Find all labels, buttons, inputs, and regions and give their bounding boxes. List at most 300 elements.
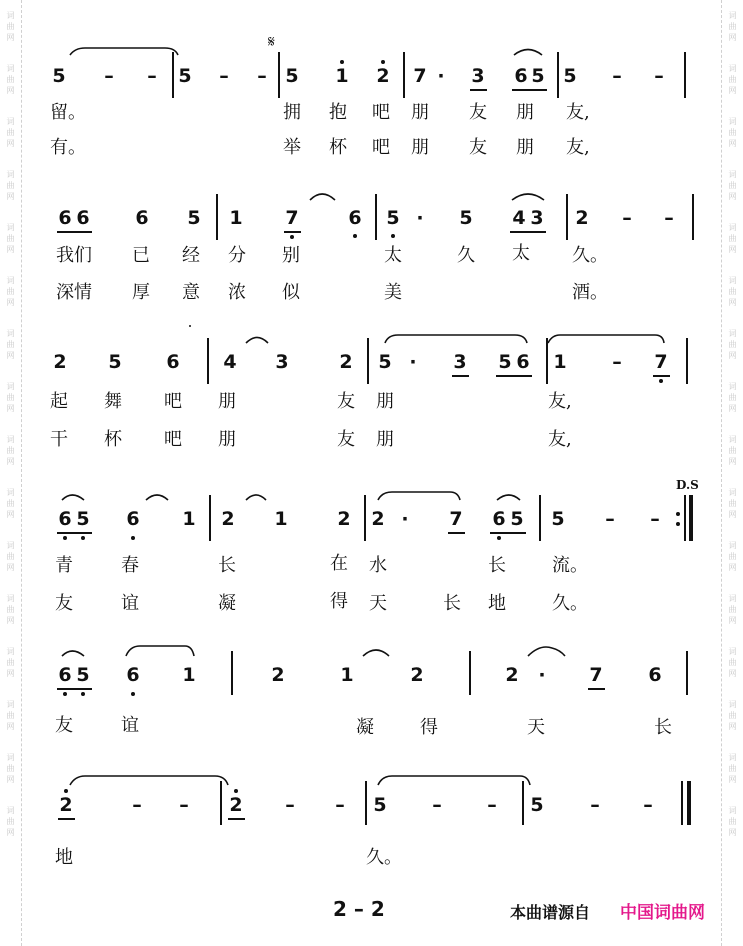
watermark-char: 词 xyxy=(6,11,15,20)
note: 2 xyxy=(505,664,519,686)
low-dot xyxy=(353,234,357,238)
watermark-char: 词 xyxy=(6,541,15,550)
note: 2 xyxy=(59,794,73,816)
barline xyxy=(539,495,541,541)
barline xyxy=(557,52,559,98)
barline xyxy=(522,781,524,825)
lyric: 友 xyxy=(337,429,355,450)
note: 6 xyxy=(58,207,72,229)
watermark-char: 词 xyxy=(6,700,15,709)
barline xyxy=(367,338,369,384)
lyric: 吧 xyxy=(164,391,182,412)
barline xyxy=(546,338,548,384)
watermark-char: 词 xyxy=(728,223,737,232)
lyric: 有。 xyxy=(50,137,86,158)
underline xyxy=(57,231,92,233)
watermark-char: 网 xyxy=(6,457,15,466)
note-dash: – xyxy=(432,794,442,816)
barline xyxy=(172,52,174,98)
lyric: 久。 xyxy=(572,245,608,266)
watermark-char: 词 xyxy=(6,64,15,73)
note-dash: – xyxy=(257,65,267,87)
note: 3 xyxy=(530,207,544,229)
tie xyxy=(385,335,527,343)
high-dot xyxy=(340,60,344,64)
note: 7 xyxy=(413,65,427,87)
lyric: 杯 xyxy=(104,429,122,450)
note: 5 xyxy=(178,65,192,87)
note-dash: – xyxy=(605,508,615,530)
watermark-char: 网 xyxy=(6,351,15,360)
dot-extension: · xyxy=(401,508,409,530)
lyric: 酒。 xyxy=(572,282,608,303)
lyric: 朋 xyxy=(516,137,534,158)
note: 1 xyxy=(553,351,567,373)
low-dot xyxy=(131,692,135,696)
lyric: 吧 xyxy=(372,137,390,158)
note: 2 xyxy=(271,664,285,686)
lyric: 春 xyxy=(121,555,139,576)
barline xyxy=(686,338,688,384)
note-dash: – xyxy=(104,65,114,87)
watermark-char: 词 xyxy=(6,170,15,179)
watermark-char: 曲 xyxy=(728,393,737,402)
watermark-char: 曲 xyxy=(728,711,737,720)
barline xyxy=(278,52,280,98)
repeat-barline-thick xyxy=(689,495,693,541)
lyric: 太 xyxy=(384,245,402,266)
lyric: 谊 xyxy=(121,715,139,736)
note: 5 xyxy=(510,508,524,530)
watermark-char: 曲 xyxy=(6,393,15,402)
lyric: 在 xyxy=(330,553,348,574)
watermark-char: 曲 xyxy=(6,128,15,137)
watermark-char: 曲 xyxy=(728,605,737,614)
watermark-char: 网 xyxy=(728,139,737,148)
lyric: 流。 xyxy=(552,555,588,576)
underline xyxy=(448,532,465,534)
lyric: 得 xyxy=(420,717,438,738)
dot-extension: · xyxy=(416,207,424,229)
lyric: 朋 xyxy=(516,102,534,123)
lyric: 天 xyxy=(369,593,387,614)
watermark-char: 网 xyxy=(728,510,737,519)
lyric: 天 xyxy=(527,717,545,738)
note-dash: – xyxy=(622,207,632,229)
lyric: 长 xyxy=(488,555,506,576)
repeat-dot xyxy=(676,512,680,516)
note-dash: – xyxy=(643,794,653,816)
slur xyxy=(497,495,520,500)
lyric: 长 xyxy=(654,717,672,738)
underline xyxy=(57,532,92,534)
watermark-char: 词 xyxy=(728,753,737,762)
watermark-char: 曲 xyxy=(728,340,737,349)
lyric: 友, xyxy=(566,102,590,123)
watermark-char: 网 xyxy=(728,351,737,360)
note-dash: – xyxy=(664,207,674,229)
barline xyxy=(686,651,688,695)
watermark-char: 词 xyxy=(6,276,15,285)
barline xyxy=(692,194,694,240)
note: 5 xyxy=(531,65,545,87)
watermark-char: 词 xyxy=(728,276,737,285)
lyric: 留。 xyxy=(50,102,86,123)
lyric: 经 xyxy=(182,245,200,266)
lyric: 谊 xyxy=(121,593,139,614)
lyric: 吧 xyxy=(372,102,390,123)
underline xyxy=(512,89,547,91)
watermark-char: 词 xyxy=(728,806,737,815)
note: 6 xyxy=(58,664,72,686)
watermark-char: 词 xyxy=(6,382,15,391)
tie xyxy=(378,492,460,500)
slur xyxy=(246,495,266,500)
tie xyxy=(70,776,228,785)
note: 3 xyxy=(453,351,467,373)
note: 5 xyxy=(386,207,400,229)
watermark-char: 词 xyxy=(728,435,737,444)
note: 5 xyxy=(108,351,122,373)
note: 6 xyxy=(648,664,662,686)
note: 1 xyxy=(182,664,196,686)
slur xyxy=(512,194,544,200)
lyric: 似 xyxy=(282,282,300,303)
note-dash: – xyxy=(179,794,189,816)
watermark-char: 网 xyxy=(728,669,737,678)
watermark-char: 网 xyxy=(728,298,737,307)
note-dash: – xyxy=(650,508,660,530)
note-dash: – xyxy=(335,794,345,816)
watermark-char: 曲 xyxy=(6,75,15,84)
segno-marker: 𝄋 xyxy=(268,32,275,51)
note-dash: – xyxy=(487,794,497,816)
watermark-char: 曲 xyxy=(728,234,737,243)
note: 5 xyxy=(285,65,299,87)
slur xyxy=(363,650,389,656)
tie xyxy=(126,646,194,656)
underline xyxy=(496,375,532,377)
lyric: 分 xyxy=(228,245,246,266)
watermark-char: 词 xyxy=(728,170,737,179)
watermark-char: 网 xyxy=(6,510,15,519)
barline xyxy=(375,194,377,240)
watermark-char: 曲 xyxy=(728,552,737,561)
watermark-char: 词 xyxy=(728,541,737,550)
barline xyxy=(220,781,222,825)
barline xyxy=(566,194,568,240)
note: 3 xyxy=(471,65,485,87)
watermark-char: 词 xyxy=(728,329,737,338)
watermark-char: 网 xyxy=(6,192,15,201)
note: 6 xyxy=(348,207,362,229)
underline xyxy=(57,688,92,690)
low-dot xyxy=(497,536,501,540)
slur xyxy=(514,50,542,56)
underline xyxy=(228,818,245,820)
low-dot xyxy=(63,536,67,540)
watermark-char: 词 xyxy=(728,488,737,497)
watermark-char: 曲 xyxy=(6,552,15,561)
lyric: 厚 xyxy=(132,282,150,303)
lyric: 友 xyxy=(55,593,73,614)
lyric: 举 xyxy=(283,137,301,158)
note-dash: – xyxy=(285,794,295,816)
note: 1 xyxy=(182,508,196,530)
dot-extension: · xyxy=(409,351,417,373)
lyric: 水 xyxy=(369,555,387,576)
lyric: 久。 xyxy=(552,593,588,614)
note: 2 xyxy=(53,351,67,373)
watermark-char: 曲 xyxy=(728,287,737,296)
watermark-char: 网 xyxy=(6,616,15,625)
lyric: 深情 xyxy=(56,282,92,303)
note: 6 xyxy=(126,508,140,530)
lyric: 朋 xyxy=(376,429,394,450)
watermark-char: 网 xyxy=(728,404,737,413)
note: 6 xyxy=(58,508,72,530)
low-dot xyxy=(131,536,135,540)
lyric: 朋 xyxy=(218,429,236,450)
note: 6 xyxy=(492,508,506,530)
tie xyxy=(378,776,530,785)
slur xyxy=(246,338,268,344)
watermark-char: 曲 xyxy=(6,658,15,667)
lyric: 友, xyxy=(548,391,572,412)
barline xyxy=(684,52,686,98)
watermark-char: 网 xyxy=(728,616,737,625)
note: 5 xyxy=(76,664,90,686)
slur xyxy=(146,495,168,500)
watermark-char: 网 xyxy=(6,139,15,148)
note: 2 xyxy=(339,351,353,373)
watermark-char: 词 xyxy=(6,806,15,815)
watermark-char: 网 xyxy=(728,245,737,254)
watermark-char: 词 xyxy=(6,117,15,126)
watermark-char: 词 xyxy=(728,382,737,391)
underline xyxy=(510,231,546,233)
watermark-char: 网 xyxy=(728,563,737,572)
note: 5 xyxy=(498,351,512,373)
note: 7 xyxy=(654,351,668,373)
lyric: 别 xyxy=(282,245,300,266)
low-dot xyxy=(63,692,67,696)
lyric: 地 xyxy=(55,847,73,868)
lyric: 抱 xyxy=(329,102,347,123)
underline xyxy=(284,231,301,233)
lyric: 久。 xyxy=(366,847,402,868)
note: 5 xyxy=(459,207,473,229)
note: 6 xyxy=(76,207,90,229)
note: 5 xyxy=(551,508,565,530)
note-dash: – xyxy=(590,794,600,816)
note: 1 xyxy=(229,207,243,229)
underline xyxy=(588,688,605,690)
repeat-dot xyxy=(676,522,680,526)
lyric: 友 xyxy=(469,102,487,123)
note: 5 xyxy=(76,508,90,530)
lyric: 已 xyxy=(132,245,150,266)
lyric: 吧 xyxy=(164,429,182,450)
watermark-char: 词 xyxy=(6,223,15,232)
lyric: 地 xyxy=(488,593,506,614)
lyric: 友, xyxy=(548,429,572,450)
note: 2 xyxy=(229,794,243,816)
note: 2 xyxy=(376,65,390,87)
watermark-char: 词 xyxy=(6,753,15,762)
note: 5 xyxy=(52,65,66,87)
watermark-char: 曲 xyxy=(728,128,737,137)
watermark-char: 曲 xyxy=(6,817,15,826)
watermark-char: 网 xyxy=(6,828,15,837)
watermark-char: 曲 xyxy=(6,499,15,508)
watermark-char: 曲 xyxy=(728,75,737,84)
high-dot xyxy=(234,789,238,793)
watermark-char: 曲 xyxy=(728,658,737,667)
tie xyxy=(70,48,178,55)
barline xyxy=(364,495,366,541)
watermark-char: 网 xyxy=(728,86,737,95)
high-dot xyxy=(64,789,68,793)
note: 2 xyxy=(337,508,351,530)
note: 6 xyxy=(516,351,530,373)
note: 5 xyxy=(530,794,544,816)
note: 4 xyxy=(512,207,526,229)
note-dash: – xyxy=(147,65,157,87)
lyric: 我们 xyxy=(56,245,92,266)
watermark-char: 曲 xyxy=(728,446,737,455)
watermark-char: 词 xyxy=(728,11,737,20)
underline xyxy=(653,375,670,377)
watermark-char: 词 xyxy=(728,700,737,709)
watermark-char: 网 xyxy=(6,298,15,307)
lyric: 浓 xyxy=(228,282,246,303)
slur xyxy=(62,651,84,656)
watermark-char: 词 xyxy=(6,435,15,444)
watermark-char: 网 xyxy=(728,775,737,784)
note: 1 xyxy=(274,508,288,530)
dot-extension: · xyxy=(538,664,546,686)
watermark-char: 词 xyxy=(6,594,15,603)
slur xyxy=(62,495,84,500)
lyric: 朋 xyxy=(411,102,429,123)
watermark-char: 曲 xyxy=(6,764,15,773)
note: 6 xyxy=(135,207,149,229)
barline xyxy=(209,495,211,541)
lyric: 意 xyxy=(182,282,200,303)
note-dash: – xyxy=(612,65,622,87)
note: 2 xyxy=(575,207,589,229)
ds-marker: D.S xyxy=(676,478,699,492)
watermark-char: 网 xyxy=(6,86,15,95)
watermark-char: 曲 xyxy=(728,181,737,190)
watermark-char: 曲 xyxy=(6,234,15,243)
final-barline-thick xyxy=(687,781,691,825)
note: 6 xyxy=(166,351,180,373)
note: 2 xyxy=(221,508,235,530)
note: 6 xyxy=(126,664,140,686)
watermark-char: 网 xyxy=(6,404,15,413)
lyric: 得 xyxy=(330,591,348,612)
lyric: 朋 xyxy=(376,391,394,412)
low-dot xyxy=(659,379,663,383)
note-dash: – xyxy=(219,65,229,87)
lyric: 杯 xyxy=(329,137,347,158)
dot-extension: · xyxy=(437,65,445,87)
note: 7 xyxy=(589,664,603,686)
low-dot xyxy=(290,235,294,239)
tie xyxy=(548,335,664,343)
site-name-link[interactable]: 中国词曲网 xyxy=(620,903,705,923)
lyric: 凝 xyxy=(218,593,236,614)
lyric: 朋 xyxy=(218,391,236,412)
note: 2 xyxy=(410,664,424,686)
barline xyxy=(207,338,209,384)
lyric: 友 xyxy=(55,715,73,736)
note: 5 xyxy=(187,207,201,229)
watermark-char: 网 xyxy=(728,33,737,42)
watermark-char: 曲 xyxy=(6,340,15,349)
underline xyxy=(490,532,526,534)
lyric: 友 xyxy=(469,137,487,158)
watermark-char: 网 xyxy=(6,775,15,784)
watermark-char: 网 xyxy=(728,457,737,466)
note: 1 xyxy=(335,65,349,87)
lyric: 拥 xyxy=(283,102,301,123)
lyric: 朋 xyxy=(411,137,429,158)
barline xyxy=(403,52,405,98)
watermark-char: 曲 xyxy=(6,605,15,614)
watermark-char: 曲 xyxy=(728,499,737,508)
watermark-char: 词 xyxy=(6,488,15,497)
stray-dot xyxy=(189,325,191,327)
watermark-char: 词 xyxy=(728,117,737,126)
note: 5 xyxy=(378,351,392,373)
underline xyxy=(470,89,487,91)
note-dash: – xyxy=(612,351,622,373)
final-barline-thin xyxy=(681,781,683,825)
lyric: 长 xyxy=(443,593,461,614)
watermark-char: 网 xyxy=(728,192,737,201)
watermark-char: 词 xyxy=(6,647,15,656)
note: 3 xyxy=(275,351,289,373)
watermark-char: 词 xyxy=(728,647,737,656)
watermark-char: 曲 xyxy=(6,446,15,455)
lyric: 太 xyxy=(512,243,530,264)
lyric: 青 xyxy=(55,555,73,576)
low-dot xyxy=(81,692,85,696)
note: 1 xyxy=(340,664,354,686)
watermark-char: 曲 xyxy=(6,22,15,31)
underline xyxy=(58,818,75,820)
watermark-char: 网 xyxy=(6,722,15,731)
lyric: 长 xyxy=(218,555,236,576)
underline xyxy=(452,375,469,377)
watermark-char: 曲 xyxy=(6,181,15,190)
watermark-char: 曲 xyxy=(6,287,15,296)
barline xyxy=(365,781,367,825)
note: 2 xyxy=(371,508,385,530)
watermark-char: 词 xyxy=(728,594,737,603)
barline xyxy=(469,651,471,695)
note: 6 xyxy=(514,65,528,87)
lyric: 凝 xyxy=(356,717,374,738)
watermark-char: 网 xyxy=(728,722,737,731)
high-dot xyxy=(381,60,385,64)
watermark-char: 词 xyxy=(6,329,15,338)
low-dot xyxy=(391,234,395,238)
barline xyxy=(216,194,218,240)
